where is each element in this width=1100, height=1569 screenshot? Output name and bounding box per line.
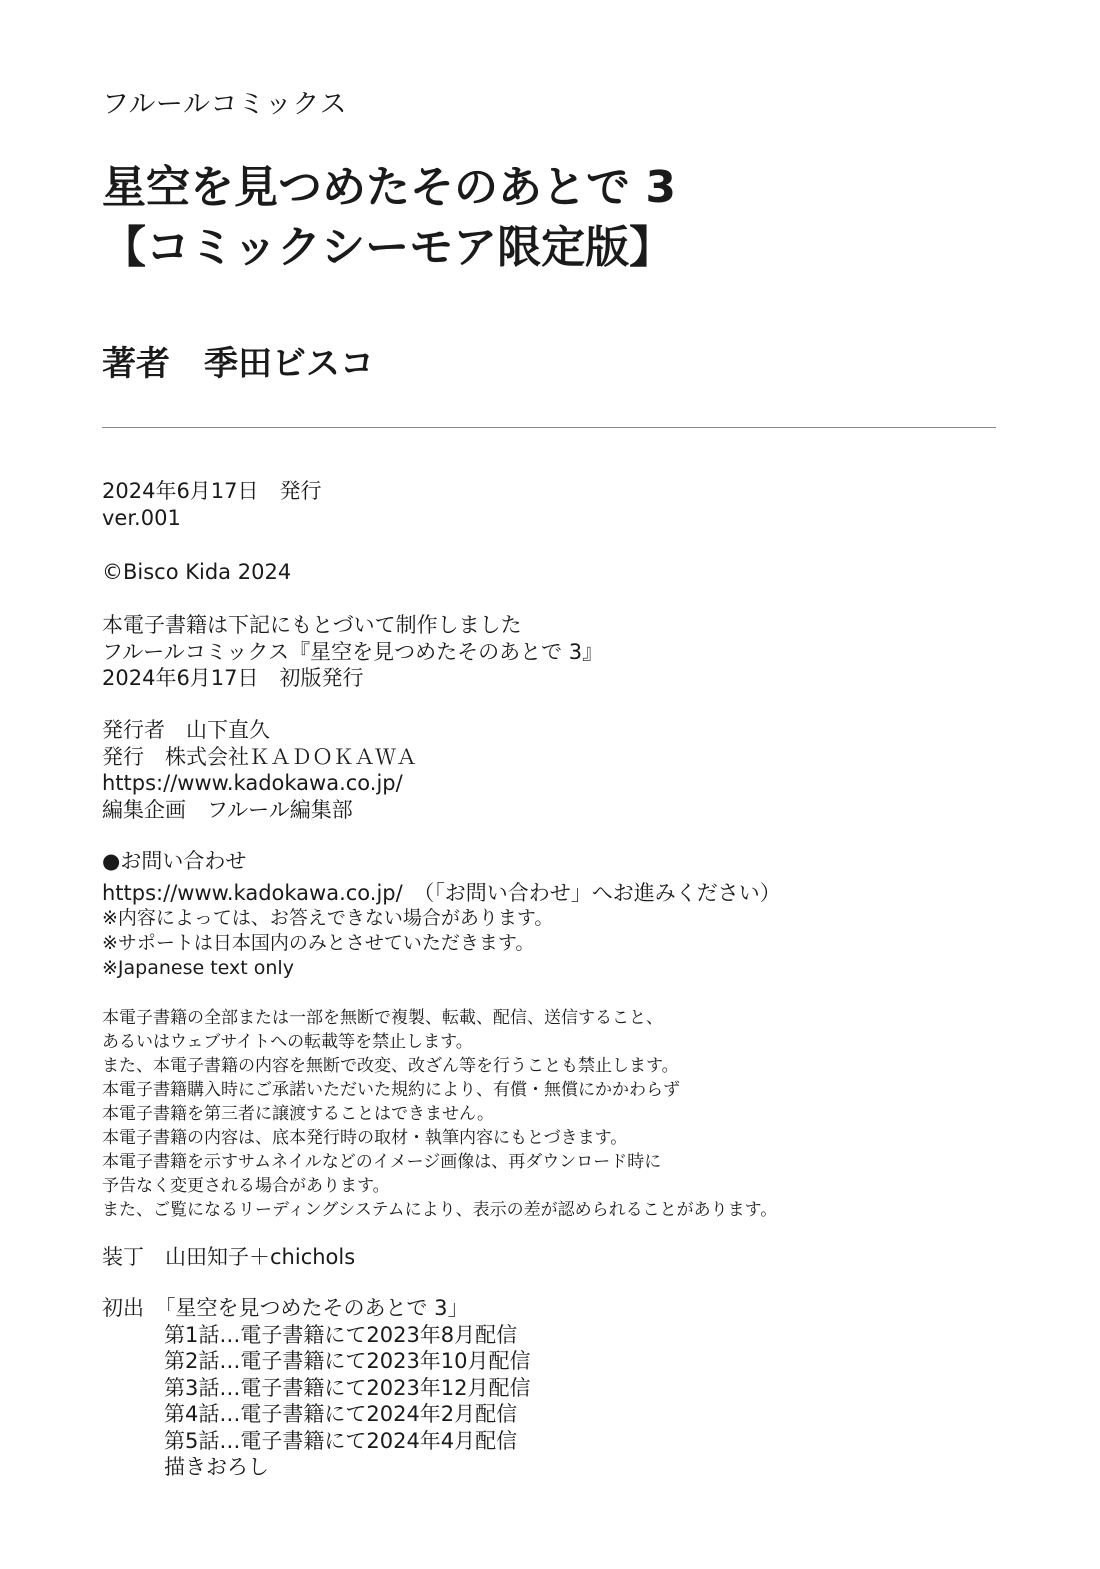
publisher-line: 発行者 山下直久 <box>102 718 270 742</box>
first-appearance-item: 第4話…電子書籍にて2024年2月配信 <box>164 1402 518 1426</box>
publication-info <box>102 478 322 531</box>
publisher-line: 編集企画 フルール編集部 <box>102 797 353 822</box>
notice-line: 本電子書籍の内容は、底本発行時の取材・執筆内容にもとづきます。 <box>102 1128 628 1148</box>
author-role: 著者 <box>102 344 170 384</box>
version: ver.001 <box>102 505 181 530</box>
publication-date: 2024年6月17日 発行 <box>102 479 322 503</box>
contact-note: ※内容によっては、お答えできない場合があります。 <box>102 907 554 929</box>
contact-note: ※Japanese text only <box>102 957 294 979</box>
legal-notice <box>102 1006 777 1222</box>
notice-line: また、本電子書籍の内容を無断で改変、改ざん等を行うことも禁止します。 <box>102 1056 679 1076</box>
contact-note: ※サポートは日本国内のみとさせていただきます。 <box>102 932 535 954</box>
notice-line: あるいはウェブサイトへの転載等を禁止します。 <box>102 1032 473 1052</box>
first-appearance-item: 第2話…電子書籍にて2023年10月配信 <box>164 1349 531 1373</box>
source-line: 本電子書籍は下記にもとづいて制作しました <box>102 613 522 637</box>
source-info <box>102 612 603 692</box>
notice-line: 本電子書籍購入時にご承諾いただいた規約により、有償・無償にかかわらず <box>102 1080 680 1100</box>
contact-heading: ●お問い合わせ <box>102 849 247 873</box>
contact-url: https://www.kadokawa.co.jp/ （「お問い合わせ」へお進みください） <box>102 880 781 905</box>
imprint-label: フルールコミックス <box>102 89 348 120</box>
source-line: 2024年6月17日 初版発行 <box>102 666 364 690</box>
first-appearance-item: 描きおろし <box>164 1455 269 1479</box>
author-credit <box>102 336 374 385</box>
first-appearance-heading: 初出 「星空を見つめたそのあとで 3」 <box>102 1296 469 1320</box>
first-appearance <box>102 1295 531 1481</box>
book-title-line-2: 【コミックシーモア限定版】 <box>102 222 674 273</box>
notice-line: 予告なく変更される場合があります。 <box>102 1176 390 1196</box>
source-line: フルールコミックス『星空を見つめたそのあとで 3』 <box>102 639 604 664</box>
notice-line: 本電子書籍を示すサムネイルなどのイメージ画像は、再ダウンロード時に <box>102 1152 662 1172</box>
divider <box>102 427 996 428</box>
publisher-url: https://www.kadokawa.co.jp/ <box>102 771 403 795</box>
first-appearance-item: 第1話…電子書籍にて2023年8月配信 <box>164 1322 518 1347</box>
author-name: 季田ビスコ <box>204 344 374 384</box>
first-appearance-item: 第3話…電子書籍にて2023年12月配信 <box>164 1375 531 1400</box>
first-appearance-item: 第5話…電子書籍にて2024年4月配信 <box>164 1428 518 1453</box>
book-title-line-1: 星空を見つめたそのあとで 3 <box>102 162 676 213</box>
notice-line: また、ご覧になるリーディングシステムにより、表示の差が認められることがあります。 <box>102 1200 778 1220</box>
publisher-info <box>102 717 417 823</box>
notice-line: 本電子書籍の全部または一部を無断で複製、転載、配信、送信すること、 <box>102 1008 663 1028</box>
publisher-line: 発行 株式会社ＫＡＤＯＫＡＷＡ <box>102 744 417 769</box>
book-title <box>102 158 676 278</box>
design-credit: 装丁 山田知子＋chichols <box>102 1245 356 1269</box>
copyright: ©Bisco Kida 2024 <box>102 560 292 584</box>
contact-section <box>102 848 781 981</box>
notice-line: 本電子書籍を第三者に譲渡することはできません。 <box>102 1104 495 1124</box>
